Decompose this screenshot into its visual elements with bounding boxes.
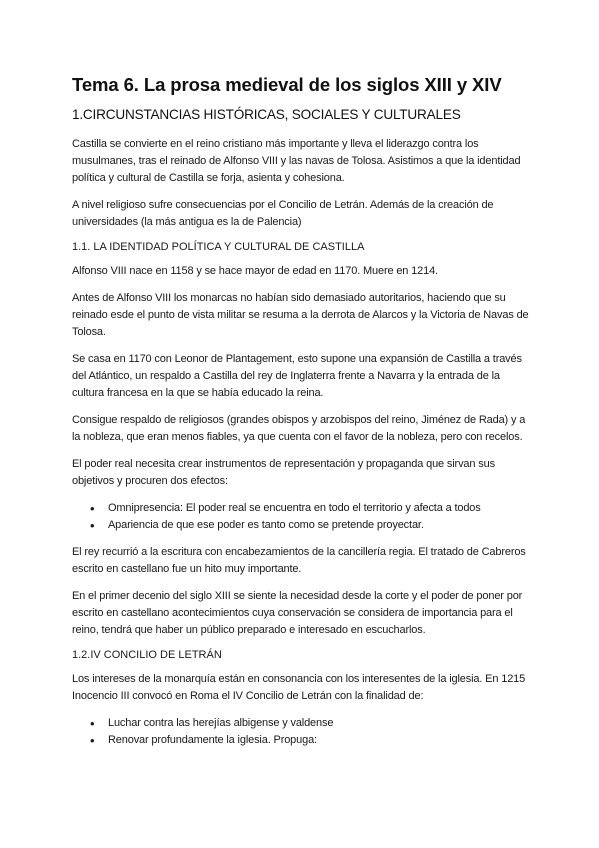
bullet-list	[72, 715, 532, 749]
paragraph: Antes de Alfonso VIII los monarcas no habían sido demasiado autoritarios, haciendo que su reinado esde el punto de vista militar se resuma a la derrota de Alarcos y la Victoria de Navas de Tolosa.	[72, 292, 529, 338]
paragraph: El rey recurrió a la escritura con encabezamientos de la cancillería regia. El tratado de Cabreros escrito en castellano fue un hito muy importante.	[72, 546, 526, 575]
paragraph: Castilla se convierte en el reino cristiano más importante y lleva el liderazgo contra los musulmanes, tras el reinado de Alfonso VIII y las navas de Tolosa. Asistimos a que la identidad política y cultural de Castilla se forja, asienta y cohesiona.	[72, 138, 521, 184]
list-item: • Apariencia de que ese poder es tanto como se pretende proyectar.	[90, 517, 532, 534]
paragraph: Se casa en 1170 con Leonor de Plantagement, esto supone una expansión de Castilla a través del Atlántico, un respaldo a Castilla del rey de Inglaterra frente a Navarra y la entrada de la cultura francesa en la que se había educado la reina.	[72, 353, 522, 399]
section-1-heading: 1.CIRCUNSTANCIAS HISTÓRICAS, SOCIALES Y CULTURALES	[72, 107, 461, 122]
paragraph: En el primer decenio del siglo XIII se siente la necesidad desde la corte y el poder de poner por escrito en castellano acontecimientos cuya conservación se considera de importancia para el reino, tendrá que haber un público preparado e interesado en escucharlos.	[72, 590, 523, 636]
section-1-1-heading: 1.1. LA IDENTIDAD POLÍTICA Y CULTURAL DE CASTILLA	[72, 241, 365, 253]
paragraph: A nivel religioso sufre consecuencias por el Concilio de Letrán. Además de la creación de universidades (la más antigua es la de Palencia)	[72, 199, 494, 228]
list-item: • Omnipresencia: El poder real se encuentra en todo el territorio y afecta a todos	[90, 500, 532, 517]
paragraph: El poder real necesita crear instrumentos de representación y propaganda que sirvan sus objetivos y procuren dos efectos:	[72, 458, 495, 487]
list-item: • Renovar profundamente la iglesia. Propuga:	[90, 732, 532, 749]
bullet-list	[72, 500, 532, 534]
paragraph: Alfonso VIII nace en 1158 y se hace mayor de edad en 1170. Muere en 1214.	[72, 265, 438, 277]
paragraph: Consigue respaldo de religiosos (grandes obispos y arzobispos del reino, Jiménez de Rada) y a la nobleza, que eran menos fiables, ya que cuenta con el favor de la nobleza, pero con recelos.	[72, 414, 526, 443]
document-body	[72, 136, 532, 749]
paragraph: Los intereses de la monarquía están en consonancia con los interesentes de la iglesia. En 1215 Inocencio III convocó en Roma el IV Concilio de Letrán con la finalidad de:	[72, 673, 526, 702]
section-1-2-heading: 1.2.IV CONCILIO DE LETRÁN	[72, 649, 222, 661]
list-item: • Luchar contra las herejías albigense y valdense	[90, 715, 532, 732]
document-title: Tema 6. La prosa medieval de los siglos XIII y XIV	[72, 74, 502, 95]
